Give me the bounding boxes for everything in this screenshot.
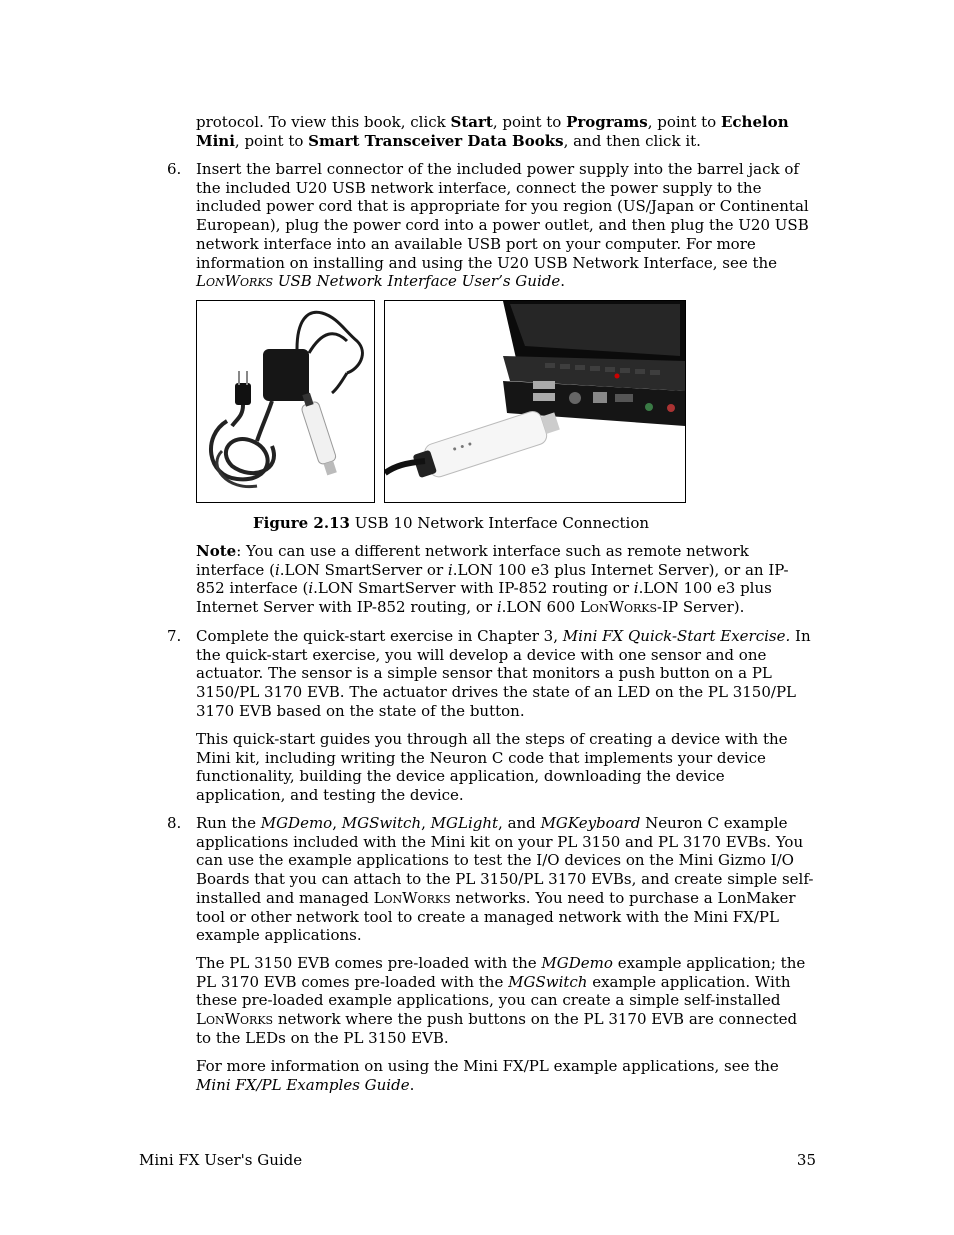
figure-caption: [253, 514, 649, 532]
text: i: [274, 560, 280, 579]
app-name: MGKeyboard: [540, 814, 641, 832]
text: network where the push buttons on the PL 3170 EVB are connected to the LEDs on the PL 3150 EVB.: [196, 1010, 798, 1047]
lonworks-term: LonWorks: [196, 272, 274, 291]
figure-title: USB 10 Network Interface Connection: [349, 514, 650, 532]
app-name: MGDemo: [541, 954, 613, 972]
footer-title: Mini FX User's Guide: [139, 1151, 303, 1169]
text: .LON 600: [501, 598, 580, 617]
programs-menu-term: Programs: [566, 113, 648, 131]
guide-title: USB Network Interface User’s Guide: [273, 272, 561, 291]
text: , point to: [647, 113, 721, 131]
step-8-number: 8.: [167, 814, 182, 832]
text: : You can use a different network interface such as remote network interface (: [196, 542, 749, 579]
text: i: [633, 579, 639, 598]
start-menu-term: Start: [450, 113, 493, 131]
text: The PL 3150 EVB comes pre-loaded with the: [196, 954, 542, 972]
intro-paragraph: [196, 113, 816, 150]
power-supply-illustration: [197, 301, 374, 502]
text: i: [496, 598, 502, 617]
text: , and: [498, 814, 541, 832]
chapter-title: Mini FX Quick-Start Exercise.: [562, 627, 791, 645]
step-7-followup-paragraph: This quick-start guides you through all the steps of creating a device with the Mini kit, including writing the Neuron C code that implements your device functionality, building the device application, downloading the device application, and testing the device.: [196, 730, 788, 805]
echelon-mini-menu-term: Echelon Mini: [196, 113, 789, 150]
app-name: MGSwitch: [508, 972, 588, 991]
step-7-paragraph: [196, 627, 816, 721]
text: .: [560, 272, 566, 291]
text: , point to: [234, 131, 309, 150]
text: .LON 100 e3 plus Internet Server with IP-852 routing, or: [196, 579, 772, 617]
note-paragraph: [196, 542, 816, 617]
page-number: 35: [796, 1151, 816, 1169]
lonworks-term: LonWorks: [579, 598, 658, 617]
lonworks-term: LonWorks: [373, 888, 451, 907]
guide-title: Mini FX/PL Examples Guide: [196, 1075, 410, 1094]
text: .: [409, 1075, 415, 1094]
text: ,: [332, 814, 342, 832]
text: Complete the quick-start exercise in Chapter 3,: [196, 627, 563, 645]
text: Insert the barrel connector of the included power supply into the barrel jack of the included U20 USB network interface, connect the power supply to the included power cord that is appropriate for you region (US/Japan or Continental European), plug the power cord into a power outlet, and then plug the U20 USB network interface into an available USB port on your computer. For more information on installing and using the U20 USB Network Interface, see the: [196, 160, 809, 272]
text: .LON 100 e3 plus Internet Server), or an IP-852 interface (: [196, 560, 789, 598]
laptop-illustration: [385, 301, 685, 502]
note-label: Note: [196, 542, 237, 560]
text: For more information on using the Mini FX/PL example applications, see the: [196, 1057, 779, 1075]
text: protocol. To view this book, click: [196, 113, 451, 131]
text: i: [447, 560, 453, 579]
step-8-preloaded-paragraph: [196, 954, 816, 1048]
laptop-connection-photo: [384, 300, 686, 503]
lonworks-term: LonWorks: [196, 1010, 274, 1029]
step-8-paragraph: [196, 814, 816, 945]
power-supply-photo: [196, 300, 375, 503]
text: Run the: [196, 814, 261, 832]
text: ,: [421, 814, 431, 832]
app-name: MGSwitch: [341, 814, 422, 832]
text: example application. With these pre-loaded example applications, you can create a simple self-installed: [196, 972, 791, 1010]
app-name: MGDemo: [260, 814, 333, 832]
step-6-number: 6.: [167, 160, 182, 178]
step-8-more-info-paragraph: [196, 1057, 816, 1094]
app-name: MGLight: [430, 814, 499, 832]
text: example application; the PL 3170 EVB comes pre-loaded with the: [196, 954, 806, 991]
text: , point to: [492, 113, 567, 131]
figure-label: Figure 2.13: [253, 514, 350, 532]
text: In the quick-start exercise, you will develop a device with one sensor and one actuator. The sensor is a simple sensor that monitors a push button on a PL 3150/PL 3170 EVB. The actuator drives the state of an LED on the PL 3150/PL 3170 EVB based on the state of the button.: [196, 627, 811, 720]
text: i: [308, 579, 314, 598]
text: networks. You need to purchase a LonMaker tool or other network tool to create a managed network with the Mini FX/PL example applications.: [196, 888, 796, 945]
text: .LON SmartServer with IP-852 routing or: [313, 579, 634, 598]
text: .LON SmartServer or: [279, 560, 448, 579]
data-books-menu-term: Smart Transceiver Data Books: [308, 131, 564, 150]
step-7-number: 7.: [167, 627, 182, 645]
text: , and then click it.: [563, 131, 701, 150]
step-6-paragraph: [196, 160, 816, 291]
text: Neuron C example applications included with the Mini kit on your PL 3150 and PL 3170 EVBs. You can use the example applications to test the I/O devices on the Mini Gizmo I/O Boards that you can attach to the PL 3150/PL 3170 EVBs, and create simple self-installed and managed: [196, 814, 814, 907]
text: -IP Server).: [657, 598, 745, 617]
